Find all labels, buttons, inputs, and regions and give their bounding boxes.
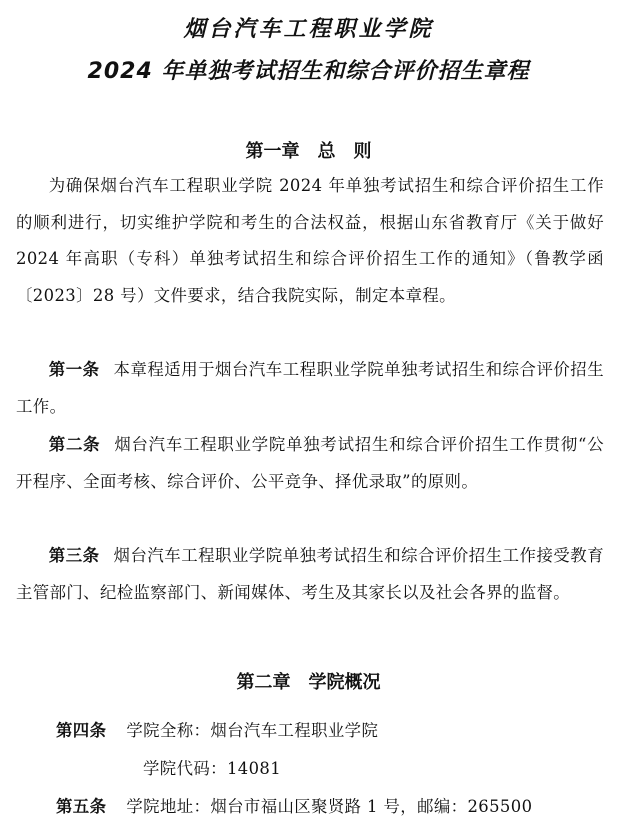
document-title-school: 烟台汽车工程职业学院 <box>183 17 434 42</box>
article-2-label: 第二条 <box>48 435 101 454</box>
chapter-1-intro: 为确保烟台汽车工程职业学院 2024 年单独考试招生和综合评价招生工作的顺利进行，切实维护学院和考生的合法权益，根据山东省教育厅《关于做好 2024 年高职（专科）单独考试招生和综合评价招生工作的通知》（鲁教学函〔2023〕28 号）文件要求，结合我院实际，制定本章程。 <box>16 176 604 305</box>
article-2 <box>16 427 604 500</box>
article-2-text: 烟台汽车工程职业学院单独考试招生和综合评价招生工作贯彻“公开程序、全面考核、综合评价、公平竞争、择优录取”的原则。 <box>16 435 604 491</box>
school-full-name: 学院全称：烟台汽车工程职业学院 <box>126 721 379 740</box>
document-title-charter: 2024 年单独考试招生和综合评价招生章程 <box>87 59 530 84</box>
article-3-label: 第三条 <box>48 546 100 565</box>
article-1-text: 本章程适用于烟台汽车工程职业学院单独考试招生和综合评价招生工作。 <box>16 360 604 416</box>
chapter-1-heading: 第一章 总 则 <box>245 141 372 162</box>
article-4 <box>56 717 378 741</box>
article-5 <box>56 793 532 817</box>
school-code: 学院代码：14081 <box>143 759 282 778</box>
article-5-label: 第五条 <box>56 797 107 816</box>
article-1-label: 第一条 <box>48 360 100 379</box>
chapter-2-heading: 第二章 学院概况 <box>236 672 381 693</box>
article-4-label: 第四条 <box>56 721 107 740</box>
article-1 <box>16 352 604 425</box>
article-3-text: 烟台汽车工程职业学院单独考试招生和综合评价招生工作接受教育主管部门、纪检监察部门、新闻媒体、考生及其家长以及社会各界的监督。 <box>16 546 604 602</box>
school-address: 学院地址：烟台市福山区聚贤路 1 号，邮编：265500 <box>126 797 533 816</box>
article-3 <box>16 538 604 611</box>
